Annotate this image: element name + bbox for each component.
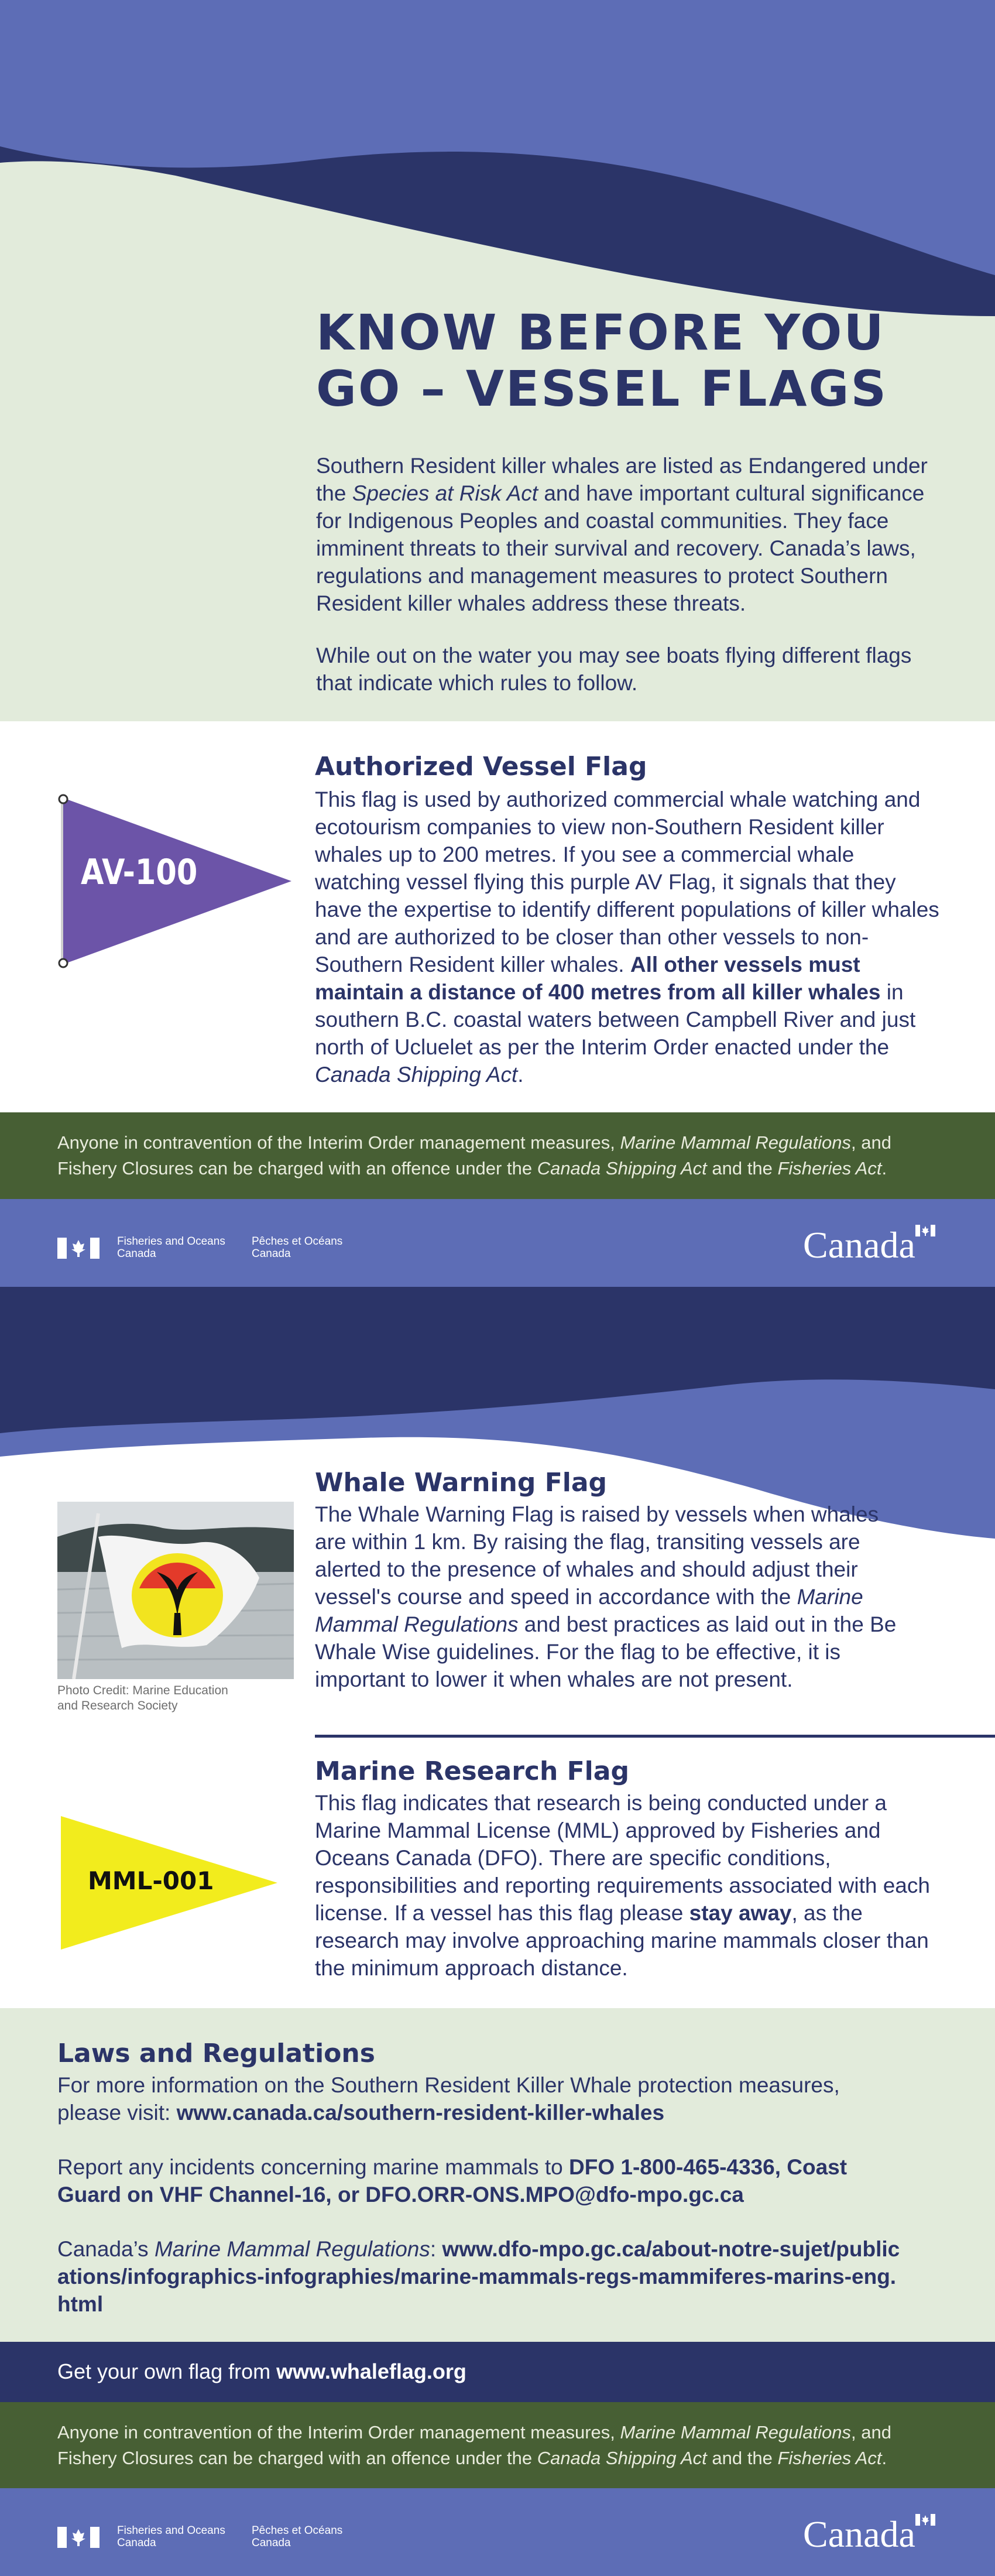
get-flag-bar [0,2342,995,2402]
title-line-1: KNOW BEFORE YOU [316,304,886,361]
wordmark-flag-icon [915,2514,935,2526]
notice-text-1: Anyone in contravention of the Interim Order management measures, Marine Mammal Regulations, and Fishery Closures can be charged with an offence under the Canada Shipping Act and the Fisheries Act. [57,1132,891,1179]
notice-bar-2 [0,2402,995,2488]
notice-text-2: Anyone in contravention of the Interim Order management measures, Marine Mammal Regulations, and Fishery Closures can be charged with an offence under the Canada Shipping Act and the Fisheries Act. [57,2422,891,2468]
laws-report-line: Report any incidents concerning marine mammals to DFO 1-800-465-4336, Coast Guard on VHF Channel-16, or DFO.ORR-ONS.MPO@dfo-mpo.gc.ca [57,2155,848,2207]
research-text: This flag indicates that research is being conducted under a Marine Mammal License (MML) approved by Fisheries and Oceans Canada (DFO). There are specific conditions, responsibilities and reporting requirements associated with each license. If a vessel has this flag please stay away, as the research may involve approaching marine mammals closer than the minimum approach distance. [315,1791,930,1980]
dfo-name-en: Fisheries and Oceans Canada [117,2524,225,2549]
mml-flag-label: MML-001 [88,1866,214,1895]
canada-wordmark: Canada [803,2513,915,2555]
whale-warning-heading: Whale Warning Flag [315,1468,608,1498]
research-heading: Marine Research Flag [315,1756,629,1786]
whale-warning-section [315,1467,900,1693]
canada-wordmark: Canada [803,1224,915,1266]
notice-bar-1 [0,1112,995,1199]
dfo-name-en: Fisheries and Oceans Canada [117,1235,225,1260]
intro-paragraph-1: Southern Resident killer whales are listed as Endangered under the Species at Risk Act and have important cultural significance for Indigenous Peoples and coastal communities. They face imminent threats to their survival and recovery. Canada’s laws, regulations and management measures to protect Southern Resident killer whales address these threats. [316,454,928,615]
whale-warning-text: The Whale Warning Flag is raised by vessels when whales are within 1 km. By raising the flag, transiting vessels are alerted to the presence of whales and should adjust their vessel's course and speed in accordance with the Marine Mammal Regulations and best practices as laid out in the Be Whale Wise guidelines. For the flag to be effective, it is important to lower it when whales are not present. [315,1502,897,1691]
dfo-name-fr: Pêches et Océans Canada [252,2524,343,2549]
authorized-text: This flag is used by authorized commercial whale watching and ecotourism companies to view non-Southern Resident killer whales up to 200 metres. If you see a commercial whale watching vessel flying this purple AV Flag, it signals that they have the expertise to identify different populations of killer whales and are authorized to be closer than other vessels to non-Southern Resident killer whales. All other vessels must maintain a distance of 400 metres from all killer whales in southern B.C. coastal waters between Campbell River and just north of Ucluelet as per the Interim Order enacted under the Canada Shipping Act. [315,787,939,1087]
intro-title [316,304,960,417]
wordmark-flag-icon [915,1225,935,1236]
gov-bar-1 [0,1199,995,1287]
dfo-name-fr: Pêches et Océans Canada [252,1235,343,1260]
whale-flag-photo-graphic [57,1502,294,1679]
authorized-section [315,751,941,1088]
title-line-2: GO – VESSEL FLAGS [316,360,888,417]
section-divider [315,1735,995,1738]
laws-heading: Laws and Regulations [57,2039,375,2068]
research-section [315,1755,941,1982]
laws-regulations-line: Canada’s Marine Mammal Regulations: www.dfo-mpo.gc.ca/about-notre-sujet/publications/infographics-infographies/marine-mammals-regs-mammiferes-marins-eng.html [57,2237,900,2316]
laws-info-line: For more information on the Southern Resident Killer Whale protection measures, please visit: www.canada.ca/southern-resident-killer-whales [57,2073,840,2125]
laws-content [57,2037,900,2318]
get-flag-text: Get your own flag from www.whaleflag.org [57,2359,466,2383]
canada-flag-icon [57,1238,100,1259]
gov-bar-2 [0,2488,995,2576]
av-flag [53,793,298,969]
photo-credit: Photo Credit: Marine Education and Research Society [57,1684,228,1712]
intro-paragraph-2: While out on the water you may see boats flying different flags that indicate which rules to follow. [316,643,912,695]
authorized-heading: Authorized Vessel Flag [315,752,647,782]
canada-flag-icon [57,2527,100,2548]
av-flag-label: AV-100 [81,852,198,893]
intro-text [316,452,936,697]
whale-flag-photo [57,1502,294,1679]
